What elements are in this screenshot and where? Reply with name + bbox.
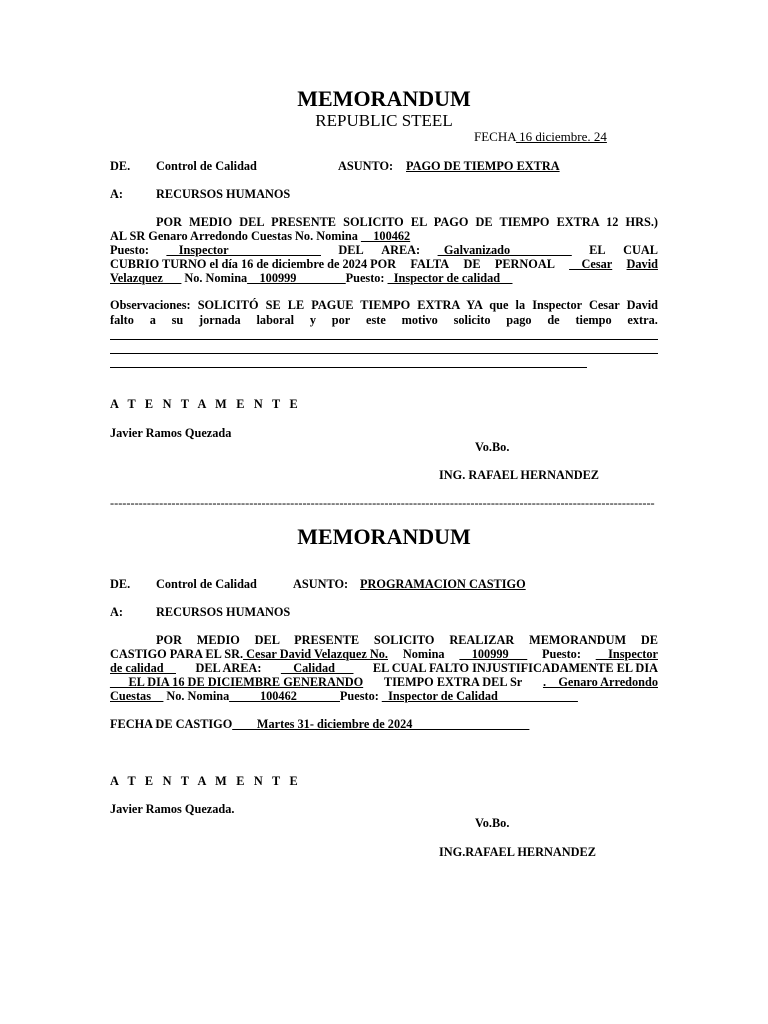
body-text: AREA:: [381, 243, 421, 257]
memo1-date: [474, 130, 607, 144]
body-text: AL SR Genaro Arredondo Cuestas No. Nomina: [110, 229, 361, 243]
puesto-value: _Inspector de calidad__: [387, 271, 513, 285]
body-text: DEL: [338, 243, 364, 257]
blank-line: [110, 339, 658, 340]
memo1-company: REPUBLIC STEEL: [315, 111, 453, 130]
word: extra.: [627, 313, 658, 327]
memo1-title: MEMORANDUM: [297, 86, 471, 111]
body-text: DEL AREA:: [195, 661, 262, 675]
memo2-asunto-label: ASUNTO:: [293, 577, 349, 591]
employee-name: David: [626, 257, 658, 271]
memo1-signer: Javier Ramos Quezada: [110, 426, 232, 440]
nomina-value: __100999___: [459, 647, 528, 661]
word: laboral: [256, 313, 295, 327]
body-text: EL CUAL FALTO INJUSTIFICADAMENTE EL DIA: [372, 661, 658, 675]
nomina-value: __100999________: [247, 271, 346, 285]
body-text: Puesto:: [541, 647, 581, 661]
memo2-de-value: Control de Calidad: [156, 577, 257, 591]
word: a: [149, 313, 156, 327]
memo1-approver: ING. RAFAEL HERNANDEZ: [439, 468, 599, 482]
nomina-value: __100462: [360, 229, 411, 243]
nomina-value: _____100462_______: [229, 689, 340, 703]
word: su: [171, 313, 184, 327]
body-text: CUBRIO TURNO el día 16 de diciembre de 2024 POR: [110, 257, 397, 271]
memo2-body-line: POR MEDIO DEL PRESENTE SOLICITO REALIZAR MEMORANDUM DE: [156, 633, 658, 647]
memo1-de-label: DE.: [110, 159, 131, 173]
employee-name: Cuestas__: [110, 689, 164, 703]
memo1-observations: Observaciones: SOLICITÓ SE LE PAGUE TIEMPO EXTRA YA que la Inspector Cesar David: [110, 298, 658, 312]
memo2-signer: Javier Ramos Quezada.: [110, 802, 235, 816]
body-text: DE: [463, 257, 481, 271]
memo1-body-line: [110, 243, 658, 257]
memo2-castigo-date: [110, 717, 529, 731]
fecha-value: 16 diciembre. 24: [515, 129, 607, 144]
memo1-a-label: A:: [110, 187, 123, 201]
memo1-observations-line2: [110, 313, 658, 327]
word: pago: [506, 313, 532, 327]
memo2-de-label: DE.: [110, 577, 131, 591]
word: y: [309, 313, 317, 327]
employee-name: .__Genaro Arredondo: [542, 675, 658, 689]
castigo-value: ____Martes 31- diciembre de 2024___________________: [232, 717, 530, 731]
fecha-label: FECHA: [474, 129, 516, 144]
memo2-body-line: [110, 675, 658, 689]
memo1-asunto-value: PAGO DE TIEMPO EXTRA: [406, 159, 560, 173]
memo2-asunto-value: PROGRAMACION CASTIGO: [360, 577, 526, 591]
body-text: Nomina: [402, 647, 445, 661]
employee-name: Velazquez___: [110, 271, 182, 285]
puesto-value: _Inspector de Calidad_____________: [381, 689, 578, 703]
area-value: _Galvanizado__________: [437, 243, 572, 257]
body-text: Puesto:: [339, 689, 382, 703]
memo2-body-line: [110, 647, 658, 661]
memo1-closing: A T E N T A M E N T E: [110, 397, 301, 411]
memo1-de-value: Control de Calidad: [156, 159, 257, 173]
blank-line: [110, 367, 587, 368]
word: este: [366, 313, 386, 327]
memo2-title: MEMORANDUM: [297, 524, 471, 549]
memo1-asunto-label: ASUNTO:: [338, 159, 394, 173]
puesto-value: __Inspector: [595, 647, 658, 661]
memo2-a-value: RECURSOS HUMANOS: [156, 605, 291, 619]
memo1-body-line: [110, 271, 512, 285]
memo1-body-line: [110, 257, 658, 271]
body-text: No. Nomina: [163, 689, 230, 703]
memo2-body-line: [110, 689, 578, 703]
memo2-a-label: A:: [110, 605, 123, 619]
area-value: __Calidad___: [280, 661, 354, 675]
puesto-value: de calidad__: [110, 661, 176, 675]
memo2-body-line: [110, 661, 658, 675]
section-separator: -------------------------------------------------------------------------------------------------------------------------------------: [110, 496, 655, 510]
memo1-vobo: Vo.Bo.: [475, 440, 510, 454]
blank-line: [110, 353, 658, 354]
body-text: EL: [589, 243, 606, 257]
body-text: No. Nomina: [181, 271, 248, 285]
body-text: Puesto:: [110, 243, 149, 257]
memo2-vobo: Vo.Bo.: [475, 816, 510, 830]
word: motivo: [401, 313, 438, 327]
employee-name: Cesar David Velazquez No.: [243, 647, 388, 661]
memo1-body-line: POR MEDIO DEL PRESENTE SOLICITO EL PAGO DE TIEMPO EXTRA 12 HRS.): [156, 215, 658, 229]
body-text: CUAL: [623, 243, 658, 257]
word: de: [547, 313, 560, 327]
puesto-value: __Inspector_______________: [166, 243, 321, 257]
word: por: [331, 313, 351, 327]
incident-date: ___EL DIA 16 DE DICIEMBRE GENERANDO: [110, 675, 364, 689]
body-text: FALTA: [410, 257, 450, 271]
castigo-label: FECHA DE CASTIGO: [110, 717, 233, 731]
body-text: TIEMPO EXTRA DEL Sr: [383, 675, 523, 689]
memo1-a-value: RECURSOS HUMANOS: [156, 187, 291, 201]
memo2-approver: ING.RAFAEL HERNANDEZ: [439, 845, 596, 859]
body-text: PERNOAL: [494, 257, 555, 271]
body-text: Puesto:: [345, 271, 388, 285]
memo2-closing: A T E N T A M E N T E: [110, 774, 301, 788]
employee-name: __Cesar: [569, 257, 613, 271]
body-text: CASTIGO PARA EL SR.: [110, 647, 244, 661]
body-text: [110, 647, 388, 661]
word: falto: [110, 313, 134, 327]
word: jornada: [199, 313, 241, 327]
word: solicito: [453, 313, 491, 327]
word: tiempo: [575, 313, 612, 327]
memo1-body-line: [110, 229, 410, 243]
